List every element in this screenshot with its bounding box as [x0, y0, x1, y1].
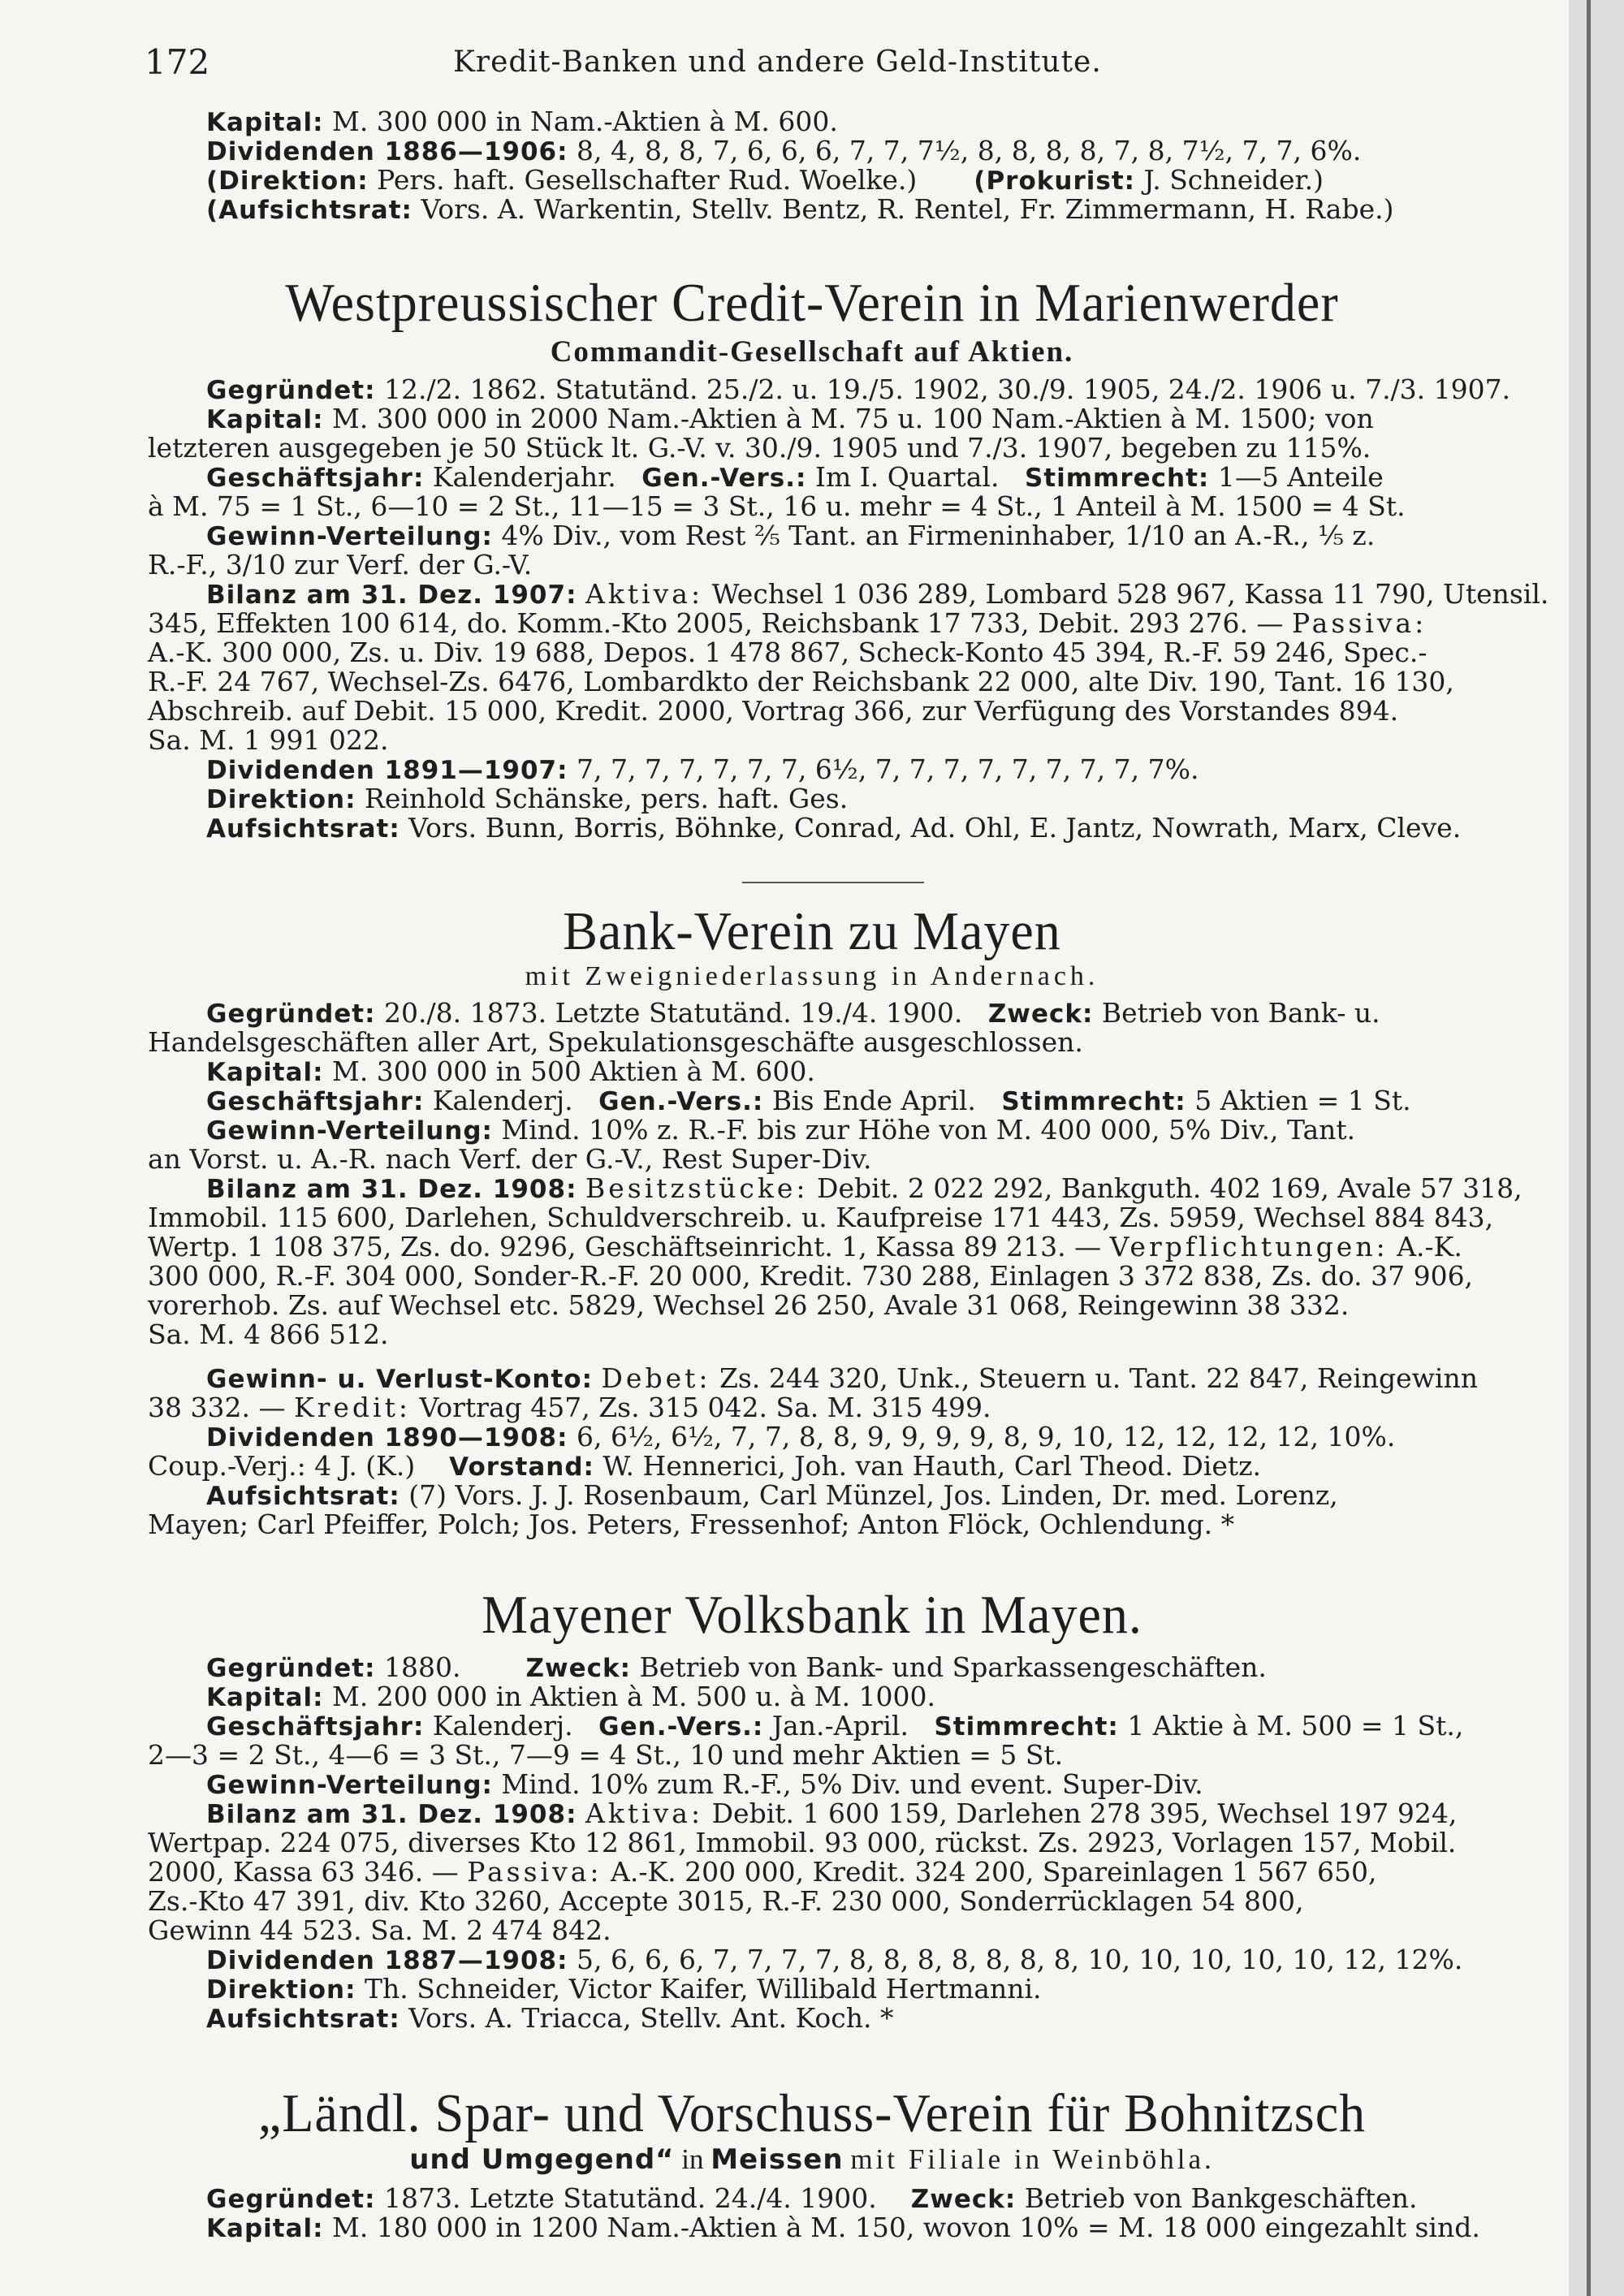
wp-line: Sa. M. 1 991 022. — [148, 724, 389, 756]
spaced-label: Verpflichtungen: — [1109, 1231, 1389, 1262]
vb-gewinn-verteilung — [206, 1770, 1203, 1800]
text: Wechsel 1 036 289, Lombard 528 967, Kassa 11 790, Utensil. — [711, 578, 1549, 610]
bv-kapital — [206, 1057, 815, 1087]
label: Aufsichtsrat: — [206, 2005, 400, 2034]
entry-title-westpreussischer: Westpreussischer Credit-Verein in Marienwerder — [285, 272, 1339, 333]
label: Kapital: — [206, 1058, 324, 1087]
text: 5 Aktien = 1 St. — [1194, 1085, 1411, 1116]
wp-aufsichtsrat — [206, 814, 1461, 844]
bv-line: an Vorst. u. A.-R. nach Verf. der G.-V., Rest Super-Div. — [148, 1143, 872, 1175]
entry-title-bank-verein-mayen: Bank-Verein zu Mayen — [563, 900, 1061, 961]
vb-gegruendet — [206, 1653, 1267, 1683]
text: 2000, Kassa 63 346. — — [148, 1856, 459, 1888]
entry-title-laendl-spar-verein: „Ländl. Spar- und Vorschuss-Verein für Bohnitzsch — [257, 2082, 1367, 2143]
text: Vortrag 457, Zs. 315 042. Sa. M. 315 499. — [419, 1392, 991, 1423]
page-edge-shadow — [1569, 0, 1624, 2296]
bv-line — [148, 1393, 991, 1422]
text: 8, 4, 8, 8, 7, 6, 6, 6, 7, 7, 7½, 8, 8, 8, 8, 7, 8, 7½, 7, 7, 6%. — [577, 135, 1362, 166]
text: in — [681, 2143, 704, 2175]
label: (Prokurist: — [974, 166, 1136, 196]
label: Gewinn-Verteilung: — [206, 522, 493, 551]
ls-kapital — [206, 2213, 1480, 2243]
text: Debit. 2 022 292, Bankguth. 402 169, Avale 57 318, — [816, 1172, 1522, 1204]
text: M. 300 000 in Nam.-Aktien à M. 600. — [332, 106, 838, 137]
text: 4% Div., vom Rest ⅖ Tant. an Firmeninhaber, 1/10 an A.-R., ⅕ z. — [501, 520, 1376, 551]
label: (Direktion: — [206, 166, 369, 196]
text: 20./8. 1873. Letzte Statutänd. 19./4. 1900. — [384, 997, 963, 1029]
label: Direktion: — [206, 1975, 356, 2005]
section-divider — [742, 882, 924, 883]
text: Vors. A. Warkentin, Stellv. Bentz, R. Rentel, Fr. Zimmermann, H. Rabe.) — [421, 193, 1394, 225]
bv-vorstand — [148, 1452, 1261, 1482]
label: Vorstand: — [449, 1452, 594, 1482]
text: Kalenderj. — [432, 1710, 573, 1741]
text: Vors. Bunn, Borris, Böhnke, Conrad, Ad. Ohl, E. Jantz, Nowrath, Marx, Cleve. — [408, 812, 1462, 844]
vb-line: Zs.-Kto 47 391, div. Kto 3260, Accepte 3015, R.-F. 230 000, Sonderrücklagen 54 800, — [148, 1885, 1304, 1917]
text: 38 332. — — [148, 1392, 286, 1423]
label: Zweck: — [525, 1654, 632, 1683]
text: 1—5 Anteile — [1217, 461, 1384, 493]
vb-line: 2—3 = 2 St., 4—6 = 3 St., 7—9 = 4 St., 10 und mehr Aktien = 5 St. — [148, 1739, 1064, 1771]
bv-line — [148, 1232, 1462, 1262]
label: Gegründet: — [206, 376, 376, 405]
text: 7, 7, 7, 7, 7, 7, 7, 6½, 7, 7, 7, 7, 7, 7, 7, 7, 7%. — [577, 753, 1199, 785]
label: Stimmrecht: — [1001, 1087, 1186, 1116]
wp-bilanz — [206, 580, 1548, 610]
text: Kalenderjahr. — [432, 461, 616, 493]
spaced-label: Debet: — [601, 1362, 711, 1394]
text: 12./2. 1862. Statutänd. 25./2. u. 19./5. 1902, 30./9. 1905, 24./2. 1906 u. 7./3. 1907. — [384, 373, 1511, 405]
text: Zs. 244 320, Unk., Steuern u. Tant. 22 847, Reingewinn — [719, 1362, 1478, 1394]
vb-dividenden — [206, 1945, 1462, 1975]
text: Wertp. 1 108 375, Zs. do. 9296, Geschäftseinricht. 1, Kassa 89 213. — — [148, 1231, 1102, 1262]
text: mit Filiale in Weinböhla. — [850, 2143, 1215, 2175]
spaced-label: Aktiva: — [585, 1798, 704, 1829]
label: Gegründet: — [206, 2185, 376, 2214]
prev-dividenden — [206, 136, 1361, 166]
entry-subtitle-westpreussischer: Commandit-Gesellschaft auf Aktien. — [550, 335, 1074, 369]
text: 5, 6, 6, 6, 7, 7, 7, 7, 8, 8, 8, 8, 8, 8, 8, 10, 10, 10, 10, 10, 12, 12%. — [577, 1944, 1463, 1975]
prev-aufsichtsrat — [206, 195, 1394, 225]
text: J. Schneider.) — [1143, 164, 1324, 196]
label: Gen.-Vers.: — [641, 464, 807, 493]
label: Bilanz am 31. Dez. 1908: — [206, 1175, 577, 1204]
prev-kapital — [206, 107, 838, 137]
text: Th. Schneider, Victor Kaifer, Willibald Hertmanni. — [365, 1973, 1042, 2005]
text: Reinhold Schänske, pers. haft. Ges. — [365, 783, 849, 814]
text: Debit. 1 600 159, Darlehen 278 395, Wechsel 197 924, — [711, 1798, 1458, 1829]
label: Geschäftsjahr: — [206, 1712, 425, 1741]
label: Gewinn- u. Verlust-Konto: — [206, 1365, 593, 1394]
vb-kapital — [206, 1682, 935, 1712]
label: Dividenden 1890—1908: — [206, 1423, 568, 1452]
entry-title-mayener-volksbank: Mayener Volksbank in Mayen. — [482, 1584, 1142, 1645]
vb-line: Wertpap. 224 075, diverses Kto 12 861, Immobil. 93 000, rückst. Zs. 2923, Vorlagen 157, Mobil. — [148, 1827, 1457, 1858]
bv-line: 300 000, R.-F. 304 000, Sonder-R.-F. 20 000, Kredit. 730 288, Einlagen 3 372 838, Zs. do. 37 906, — [148, 1260, 1474, 1292]
text: Im I. Quartal. — [814, 461, 1000, 493]
label: Gen.-Vers.: — [598, 1712, 764, 1741]
wp-gegruendet — [206, 375, 1510, 405]
text: Betrieb von Bank- u. — [1101, 997, 1380, 1029]
label: Zweck: — [910, 2185, 1017, 2214]
text: 1 Aktie à M. 500 = 1 St., — [1127, 1710, 1464, 1741]
text: M. 200 000 in Aktien à M. 500 u. à M. 1000. — [332, 1681, 936, 1712]
label: Gegründet: — [206, 999, 376, 1029]
text: M. 300 000 in 500 Aktien à M. 600. — [332, 1055, 815, 1087]
label: Zweck: — [987, 999, 1094, 1029]
bv-aufsichtsrat — [206, 1481, 1338, 1511]
text: M. 300 000 in 2000 Nam.-Aktien à M. 75 u. 100 Nam.-Aktien à M. 1500; von — [332, 403, 1374, 434]
text: 345, Effekten 100 614, do. Komm.-Kto 2005, Reichsbank 17 733, Debit. 293 276. — — [148, 607, 1284, 639]
text: Vors. A. Triacca, Stellv. Ant. Koch. * — [408, 2002, 894, 2034]
wp-gewinn-verteilung — [206, 521, 1375, 551]
label: Kapital: — [206, 2214, 324, 2243]
wp-dividenden — [206, 755, 1199, 785]
label: Aufsichtsrat: — [206, 1482, 400, 1511]
bv-line: Handelsgeschäften aller Art, Spekulationsgeschäfte ausgeschlossen. — [148, 1026, 1083, 1058]
vb-line — [148, 1858, 1377, 1887]
wp-geschaeftsjahr — [206, 463, 1384, 493]
text: Kalenderj. — [432, 1085, 573, 1116]
label: und Umgegend“ — [409, 2143, 675, 2176]
wp-line: R.-F., 3/10 zur Verf. der G.-V. — [148, 549, 533, 580]
spaced-label: Aktiva: — [585, 578, 704, 610]
page-edge-line — [1587, 0, 1591, 2296]
label: Direktion: — [206, 785, 356, 814]
vb-geschaeftsjahr — [206, 1711, 1463, 1741]
label: Gegründet: — [206, 1654, 376, 1683]
bv-line: Immobil. 115 600, Darlehen, Schuldverschreib. u. Kaufpreise 171 443, Zs. 5959, Wechsel 884 843, — [148, 1202, 1494, 1233]
label: Geschäftsjahr: — [206, 1087, 425, 1116]
text: Jan.-April. — [771, 1710, 909, 1741]
vb-aufsichtsrat — [206, 2004, 893, 2034]
label: Bilanz am 31. Dez. 1908: — [206, 1800, 577, 1829]
text: Pers. haft. Gesellschafter Rud. Woelke.) — [377, 164, 918, 196]
bv-dividenden — [206, 1422, 1395, 1452]
label: Aufsichtsrat: — [206, 814, 400, 844]
label: Bilanz am 31. Dez. 1907: — [206, 580, 577, 610]
text: 1880. — [384, 1651, 461, 1683]
label: Dividenden 1891—1907: — [206, 756, 568, 785]
wp-line: à M. 75 = 1 St., 6—10 = 2 St., 11—15 = 3 St., 16 u. mehr = 4 St., 1 Anteil à M. 1500 = 4 St. — [148, 490, 1406, 522]
bv-gegruendet — [206, 999, 1380, 1029]
spaced-label: Besitzstücke: — [585, 1172, 809, 1204]
text: 6, 6½, 6½, 7, 7, 8, 8, 9, 9, 9, 9, 8, 9, 10, 12, 12, 12, 12, 10%. — [577, 1421, 1396, 1452]
label: Stimmrecht: — [934, 1712, 1119, 1741]
label: Gen.-Vers.: — [598, 1087, 764, 1116]
label: Dividenden 1887—1908: — [206, 1946, 568, 1975]
wp-line: R.-F. 24 767, Wechsel-Zs. 6476, Lombardkto der Reichsbank 22 000, alte Div. 190, Tant. 16 130, — [148, 666, 1454, 697]
entry-subtitle-bank-verein-mayen: mit Zweigniederlassung in Andernach. — [525, 961, 1099, 991]
text: M. 180 000 in 1200 Nam.-Aktien à M. 150, wovon 10% = M. 18 000 eingezahlt sind. — [332, 2212, 1480, 2243]
label: Gewinn-Verteilung: — [206, 1116, 493, 1146]
vb-line: Gewinn 44 523. Sa. M. 2 474 842. — [148, 1914, 611, 1946]
wp-line: Abschreib. auf Debit. 15 000, Kredit. 2000, Vortrag 366, zur Verfügung des Vorstandes 894. — [148, 695, 1399, 727]
text: A.-K. — [1397, 1231, 1462, 1262]
label: Meissen — [710, 2143, 844, 2176]
wp-kapital — [206, 404, 1374, 434]
running-head — [145, 37, 1492, 86]
bv-bilanz — [206, 1174, 1522, 1204]
text: Mind. 10% z. R.-F. bis zur Höhe von M. 400 000, 5% Div., Tant. — [501, 1114, 1356, 1146]
bv-geschaeftsjahr — [206, 1086, 1411, 1116]
text: A.-K. 200 000, Kredit. 324 200, Spareinlagen 1 567 650, — [611, 1856, 1377, 1888]
wp-line: letzteren ausgegeben je 50 Stück lt. G.-V. v. 30./9. 1905 und 7./3. 1907, begeben zu 115%. — [148, 432, 1371, 464]
spaced-label: Passiva: — [467, 1856, 603, 1888]
spaced-label: Passiva: — [1291, 607, 1427, 639]
page-number: 172 — [145, 42, 210, 82]
bv-line: Mayen; Carl Pfeiffer, Polch; Jos. Peters, Fressenhof; Anton Flöck, Ochlendung. * — [148, 1508, 1235, 1540]
ls-gegruendet — [206, 2184, 1417, 2214]
bv-gewinn-verlust — [206, 1364, 1478, 1394]
wp-line — [148, 609, 1427, 638]
label: Stimmrecht: — [1024, 464, 1210, 493]
text: Betrieb von Bankgeschäften. — [1024, 2182, 1418, 2214]
label: Kapital: — [206, 405, 324, 434]
label: Kapital: — [206, 1683, 324, 1712]
text: W. Hennerici, Joh. van Hauth, Carl Theod. Dietz. — [603, 1450, 1262, 1482]
wp-direktion — [206, 784, 848, 814]
text: Betrieb von Bank- und Sparkassengeschäften. — [639, 1651, 1267, 1683]
bv-line: Sa. M. 4 866 512. — [148, 1318, 389, 1350]
label: Gewinn-Verteilung: — [206, 1771, 493, 1800]
text: Mind. 10% zum R.-F., 5% Div. und event. Super-Div. — [501, 1768, 1203, 1800]
prev-direktion — [206, 166, 1324, 196]
header-title: Kredit-Banken und andere Geld-Institute. — [453, 45, 1102, 79]
label: Geschäftsjahr: — [206, 464, 425, 493]
text: Bis Ende April. — [771, 1085, 976, 1116]
wp-line: A.-K. 300 000, Zs. u. Div. 19 688, Depos. 1 478 867, Scheck-Konto 45 394, R.-F. 59 246, Spec.- — [148, 637, 1427, 668]
bv-line: vorerhob. Zs. auf Wechsel etc. 5829, Wechsel 26 250, Avale 31 068, Reingewinn 38 332. — [148, 1289, 1350, 1321]
label: Kapital: — [206, 108, 324, 137]
vb-bilanz — [206, 1799, 1457, 1829]
text: Coup.-Verj.: 4 J. (K.) — [148, 1450, 416, 1482]
bv-gewinn-verteilung — [206, 1116, 1355, 1146]
text: 1873. Letzte Statutänd. 24./4. 1900. — [384, 2182, 877, 2214]
text: (7) Vors. J. J. Rosenbaum, Carl Münzel, Jos. Linden, Dr. med. Lorenz, — [408, 1479, 1338, 1511]
label: Dividenden 1886—1906: — [206, 137, 568, 166]
vb-direktion — [206, 1974, 1042, 2005]
label: (Aufsichtsrat: — [206, 196, 412, 225]
entry-subtitle-laendl-spar-verein — [122, 2143, 1502, 2176]
spaced-label: Kredit: — [293, 1392, 411, 1423]
